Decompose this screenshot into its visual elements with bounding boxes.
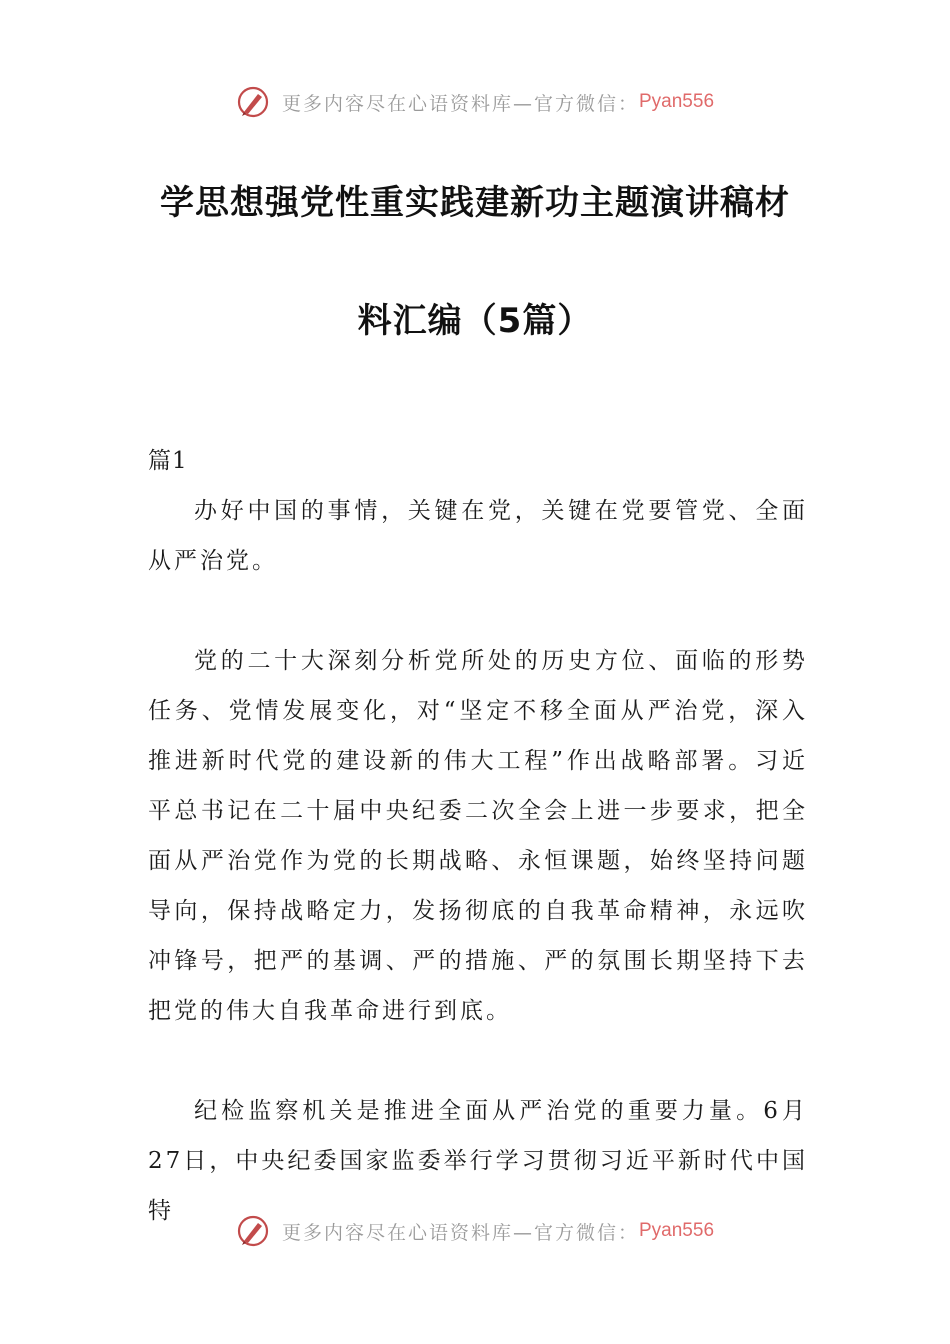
quill-pen-logo-icon — [236, 1214, 270, 1248]
document-body — [148, 436, 808, 1286]
watermark-channel-text: 更多内容尽在心语资料库—官方微信： — [281, 92, 639, 115]
watermark-channel-text: 更多内容尽在心语资料库—官方微信： — [281, 1221, 639, 1244]
paragraph-3: 纪检监察机关是推进全面从严治党的重要力量。6月27日，中央纪委国家监委举行学习贯彻习近平新时代中国特 — [148, 1098, 808, 1224]
header-watermark — [0, 82, 950, 122]
section-label: 篇1 — [148, 448, 188, 474]
footer-watermark — [0, 1211, 950, 1251]
watermark-wechat-id: Pyan556 — [639, 1220, 715, 1241]
quill-pen-logo-icon — [236, 85, 270, 119]
paragraph-1: 办好中国的事情，关键在党，关键在党要管党、全面从严治党。 — [148, 498, 808, 574]
document-title-line-2: 料汇编（5篇） — [357, 301, 593, 341]
watermark-wechat-id: Pyan556 — [639, 91, 715, 112]
document-title-line-1: 学思想强党性重实践建新功主题演讲稿材 — [160, 183, 790, 223]
paragraph-2: 党的二十大深刻分析党所处的历史方位、面临的形势任务、党情发展变化，对“坚定不移全面从严治党，深入推进新时代党的建设新的伟大工程”作出战略部署。习近平总书记在二十届中央纪委二次全会上进一步要求，把全面从严治党作为党的长期战略、永恒课题，始终坚持问题导向，保持战略定力，发扬彻底的自我革命精神，永远吹冲锋号，把严的基调、严的措施、严的氛围长期坚持下去把党的伟大自我革命进行到底。 — [148, 648, 808, 1024]
